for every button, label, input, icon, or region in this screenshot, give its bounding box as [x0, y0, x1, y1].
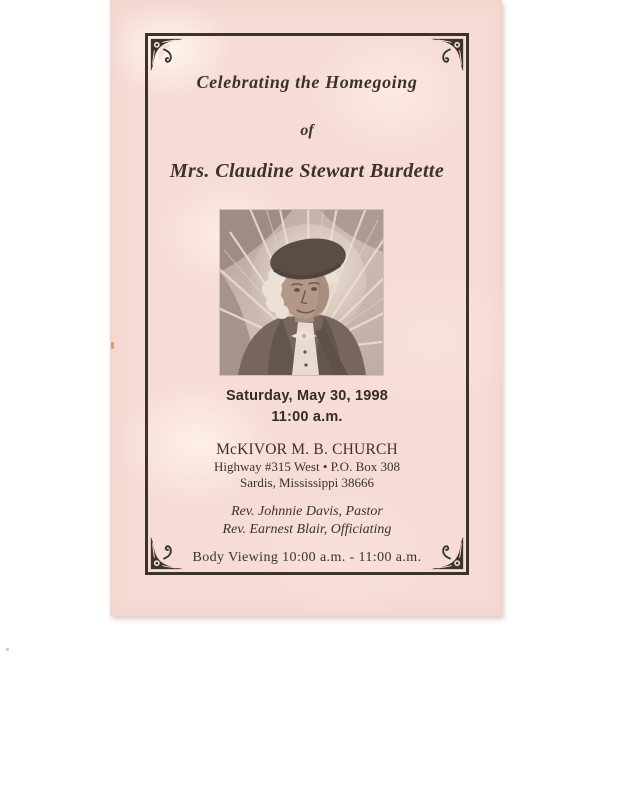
church-address-line1: Highway #315 West • P.O. Box 308	[214, 459, 400, 474]
corner-ornament-icon	[150, 38, 184, 72]
body-viewing-line: Body Viewing 10:00 a.m. - 11:00 a.m.	[192, 550, 422, 565]
officiant-line: Rev. Earnest Blair, Officiating	[222, 521, 392, 537]
scan-artifact-speck	[6, 648, 9, 651]
church-address-line2: Sardis, Mississippi 38666	[240, 474, 374, 490]
service-datetime-block	[148, 386, 466, 428]
title-connector: of	[300, 122, 314, 139]
deceased-name: Mrs. Claudine Stewart Burdette	[169, 160, 445, 182]
service-time: 11:00 a.m.	[271, 409, 343, 425]
service-date: Saturday, May 30, 1998	[225, 388, 389, 404]
program-title: Celebrating the Homegoing	[196, 72, 418, 92]
paper-fiber-artifact	[111, 342, 114, 349]
clergy-block	[148, 503, 466, 538]
pastor-line: Rev. Johnnie Davis, Pastor	[231, 504, 383, 519]
portrait-photo-illustration	[220, 210, 383, 375]
deceased-portrait-photo	[220, 210, 383, 375]
church-name: McKIVOR M. B. CHURCH	[216, 441, 398, 458]
church-info-block	[148, 440, 466, 490]
decorative-border-frame	[145, 33, 469, 575]
corner-ornament-icon	[430, 38, 464, 72]
funeral-program-cover-page	[110, 0, 502, 616]
